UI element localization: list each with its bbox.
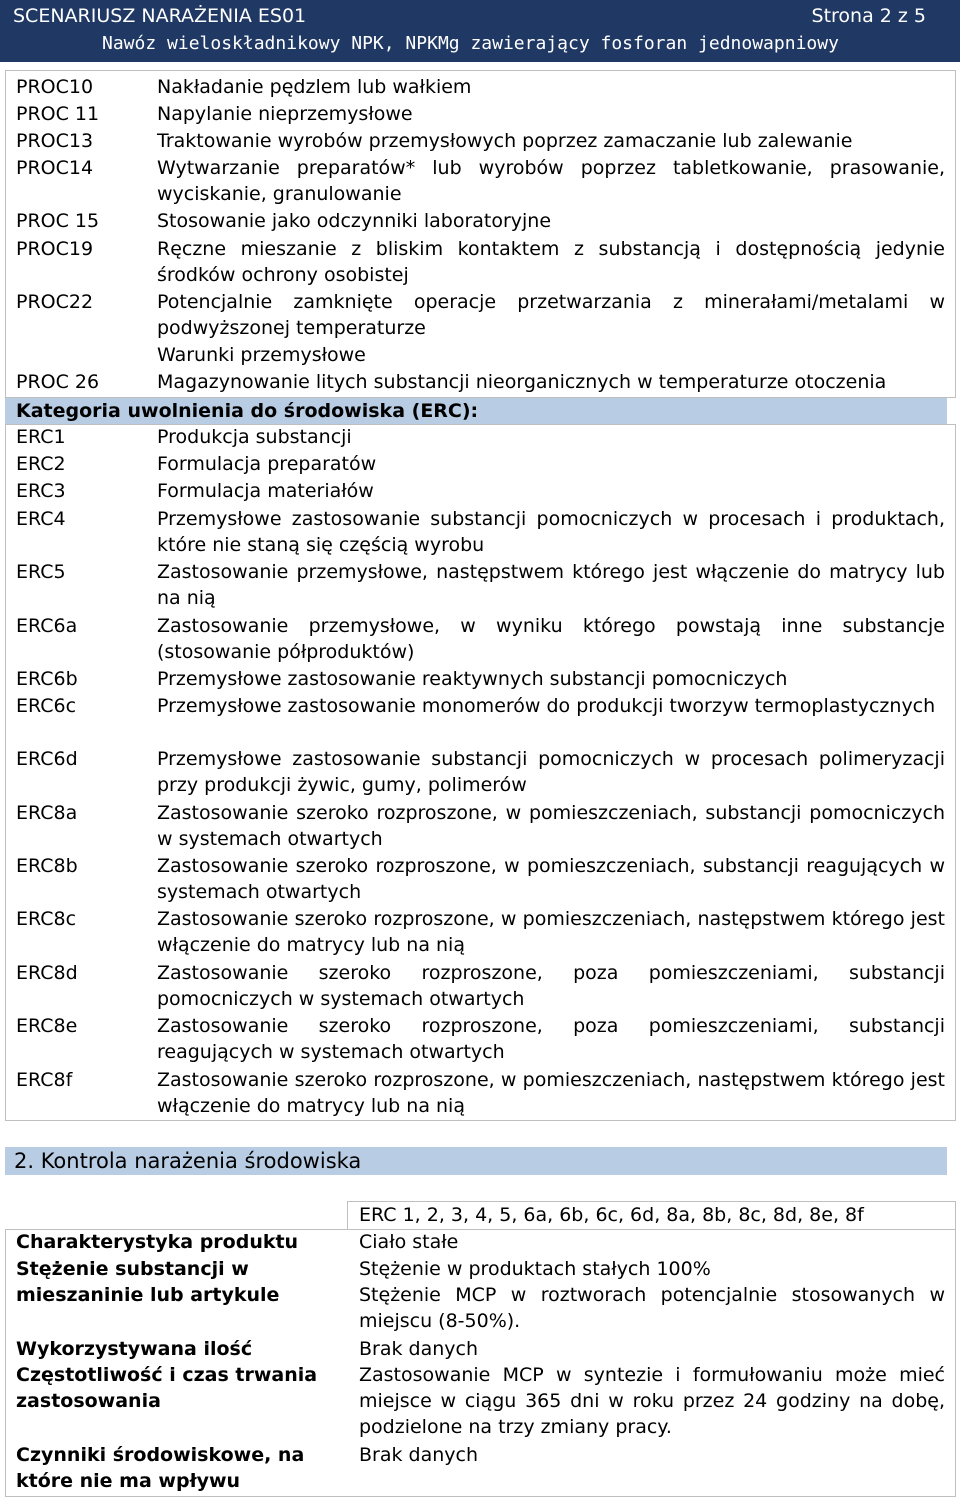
proc-code: PROC 26 xyxy=(16,371,100,393)
erc-code: ERC8c xyxy=(16,908,77,930)
concentration-label: Stężenie substancji w mieszaninie lub artykule xyxy=(16,1258,280,1306)
erc-desc: Formulacja materiałów xyxy=(157,480,374,502)
section2-title: 2. Kontrola narażenia środowiska xyxy=(14,1149,362,1173)
proc-code: PROC10 xyxy=(16,76,94,98)
erc-desc: Zastosowanie przemysłowe, następstwem którego jest włączenie do matrycy lub na nią xyxy=(157,561,945,609)
proc-desc: Ręczne mieszanie z bliskim kontaktem z substancją i dostępnością jedynie środków ochrony osobistej xyxy=(157,238,945,286)
erc-code: ERC8a xyxy=(16,802,78,824)
erc-code: ERC8e xyxy=(16,1015,78,1037)
erc-code: ERC6b xyxy=(16,668,78,690)
proc-desc: Traktowanie wyrobów przemysłowych poprzez zamaczanie lub zalewanie xyxy=(157,130,853,152)
erc-code: ERC5 xyxy=(16,561,66,583)
product-subtitle: Nawóz wieloskładnikowy NPK, NPKMg zawierający fosforan jednowapniowy xyxy=(102,33,839,54)
used-amount-value: Brak danych xyxy=(359,1338,479,1360)
erc-heading: Kategoria uwolnienia do środowiska (ERC): xyxy=(16,400,479,422)
erc-desc: Formulacja preparatów xyxy=(157,453,377,475)
proc-table xyxy=(5,70,956,398)
used-amount-label: Wykorzystywana ilość xyxy=(16,1338,253,1360)
proc-desc: Wytwarzanie preparatów* lub wyrobów poprzez tabletkowanie, prasowanie, wyciskanie, granulowanie xyxy=(157,157,945,205)
erc-desc: Przemysłowe zastosowanie monomerów do produkcji tworzyw termoplastycznych xyxy=(157,695,936,717)
environmental-factors-label: Czynniki środowiskowe, na które nie ma wpływu xyxy=(16,1444,305,1492)
environmental-factors-value: Brak danych xyxy=(359,1444,479,1466)
proc-desc: Napylanie nieprzemysłowe xyxy=(157,103,413,125)
erc-code: ERC6c xyxy=(16,695,77,717)
erc-desc: Zastosowanie szeroko rozproszone, w pomieszczeniach, następstwem którego jest włączenie do matrycy lub na nią xyxy=(157,908,945,956)
erc-code: ERC3 xyxy=(16,480,66,502)
proc-desc: Nakładanie pędzlem lub wałkiem xyxy=(157,76,472,98)
section2-erc-list: ERC 1, 2, 3, 4, 5, 6a, 6b, 6c, 6d, 8a, 8b, 8c, 8d, 8e, 8f xyxy=(359,1204,864,1226)
erc-code: ERC1 xyxy=(16,426,66,448)
proc-code: PROC13 xyxy=(16,130,94,152)
concentration-value-solid: Stężenie w produktach stałych 100% xyxy=(359,1258,711,1280)
erc-desc: Zastosowanie szeroko rozproszone, poza pomieszczeniami, substancji reagujących w systemach otwartych xyxy=(157,1015,945,1063)
proc-desc: Potencjalnie zamknięte operacje przetwarzania z minerałami/metalami w podwyższonej temperaturze xyxy=(157,291,945,339)
erc-code: ERC8f xyxy=(16,1069,73,1091)
erc-desc: Produkcja substancji xyxy=(157,426,352,448)
product-characteristics-value: Ciało stałe xyxy=(359,1231,459,1253)
proc-desc: Magazynowanie litych substancji nieorganicznych w temperaturze otoczenia xyxy=(157,371,887,393)
erc-code: ERC4 xyxy=(16,508,66,530)
frequency-duration-value: Zastosowanie MCP w syntezie i formułowaniu może mieć miejsce w ciągu 365 dni w roku przez 24 godziny na dobę, podzielone na trzy zmiany pracy. xyxy=(359,1364,945,1438)
erc-desc: Zastosowanie szeroko rozproszone, poza pomieszczeniami, substancji pomocniczych w systemach otwartych xyxy=(157,962,945,1010)
scenario-title: SCENARIUSZ NARAŻENIA ES01 xyxy=(13,5,307,27)
erc-code: ERC6a xyxy=(16,615,78,637)
proc-code: PROC 15 xyxy=(16,210,100,232)
erc-code: ERC2 xyxy=(16,453,66,475)
page-header xyxy=(0,0,960,62)
erc-desc: Zastosowanie szeroko rozproszone, w pomieszczeniach, substancji reagujących w systemach otwartych xyxy=(157,855,945,903)
erc-desc: Przemysłowe zastosowanie substancji pomocniczych w procesach i produktach, które nie staną się częścią wyrobu xyxy=(157,508,945,556)
erc-desc: Zastosowanie przemysłowe, w wyniku którego powstają inne substancje (stosowanie półproduktów) xyxy=(157,615,945,663)
proc-code: PROC14 xyxy=(16,157,94,179)
frequency-duration-label: Częstotliwość i czas trwania zastosowania xyxy=(16,1364,318,1412)
erc-desc: Zastosowanie szeroko rozproszone, w pomieszczeniach, następstwem którego jest włączenie do matrycy lub na nią xyxy=(157,1069,945,1117)
proc-code: PROC19 xyxy=(16,238,94,260)
erc-desc: Zastosowanie szeroko rozproszone, w pomieszczeniach, substancji pomocniczych w systemach otwartych xyxy=(157,802,945,850)
proc-code: PROC 11 xyxy=(16,103,100,125)
erc-code: ERC8b xyxy=(16,855,78,877)
page-number: Strona 2 z 5 xyxy=(811,5,926,27)
erc-desc: Przemysłowe zastosowanie substancji pomocniczych w procesach polimeryzacji przy produkcji żywic, gumy, polimerów xyxy=(157,748,945,796)
proc-desc: Warunki przemysłowe xyxy=(157,344,366,366)
proc-code: PROC22 xyxy=(16,291,94,313)
erc-code: ERC6d xyxy=(16,748,78,770)
erc-code: ERC8d xyxy=(16,962,78,984)
proc-desc: Stosowanie jako odczynniki laboratoryjne xyxy=(157,210,552,232)
erc-desc: Przemysłowe zastosowanie reaktywnych substancji pomocniczych xyxy=(157,668,788,690)
product-characteristics-label: Charakterystyka produktu xyxy=(16,1231,299,1253)
concentration-value-solution: Stężenie MCP w roztworach potencjalnie stosowanych w miejscu (8-50%). xyxy=(359,1284,945,1332)
